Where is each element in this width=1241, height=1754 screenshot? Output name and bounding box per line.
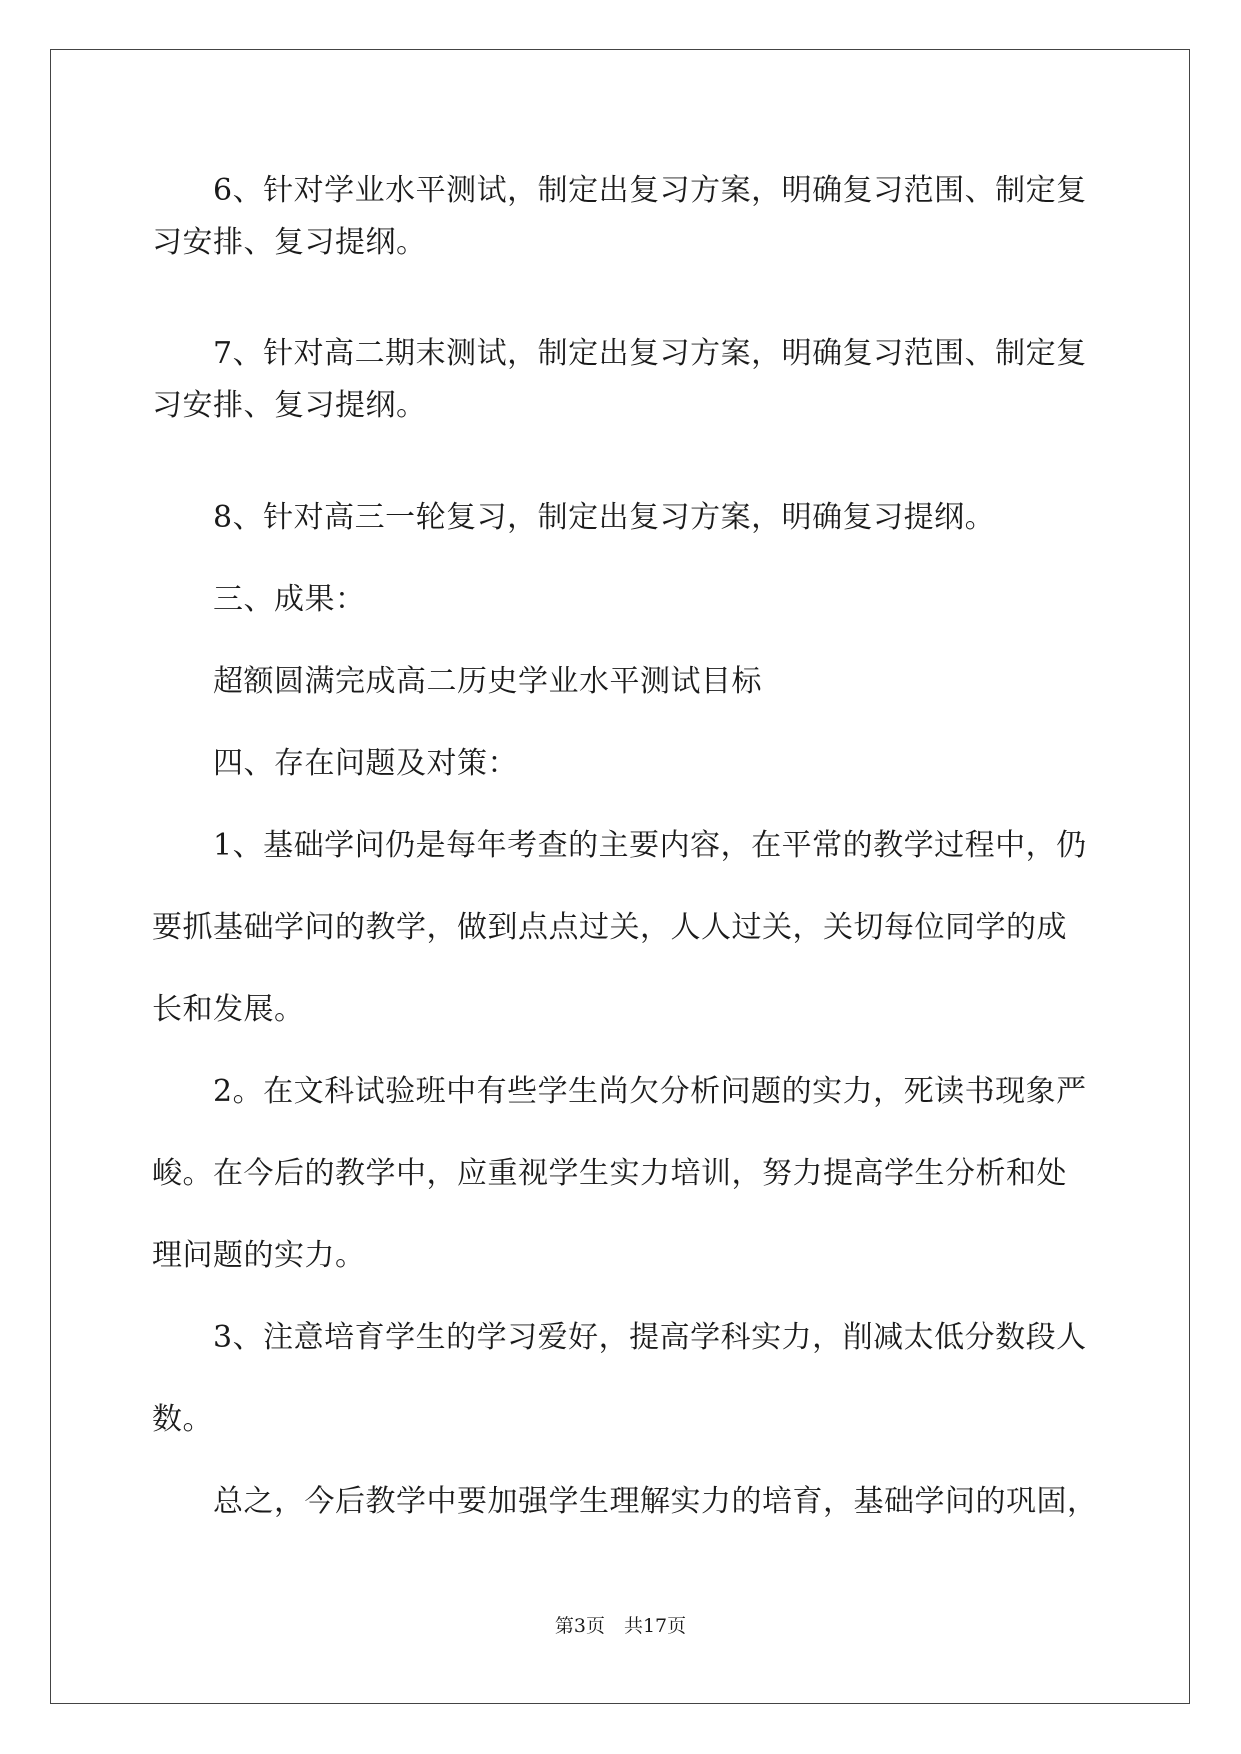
paragraph-line: 8、针对高三一轮复习，制定出复习方案，明确复习提纲。 [213, 500, 996, 535]
paragraph-line: 3、注意培育学生的学习爱好，提高学科实力，削减太低分数段人 [213, 1320, 1087, 1355]
paragraph-line: 7、针对高二期末测试，制定出复习方案，明确复习范围、制定复 [213, 336, 1087, 371]
paragraph-line: 数。 [152, 1402, 213, 1437]
paragraph-line: 总之，今后教学中要加强学生理解实力的培育，基础学问的巩固， [213, 1484, 1098, 1519]
paragraph-line: 2。在文科试验班中有些学生尚欠分析问题的实力，死读书现象严 [213, 1074, 1087, 1109]
paragraph-line: 长和发展。 [152, 992, 305, 1027]
paragraph-line: 峻。在今后的教学中，应重视学生实力培训，努力提高学生分析和处 [152, 1156, 1067, 1191]
paragraph-line: 超额圆满完成高二历史学业水平测试目标 [213, 664, 762, 699]
paragraph-line: 习安排、复习提纲。 [152, 225, 427, 260]
paragraph-line: 1、基础学问仍是每年考查的主要内容，在平常的教学过程中，仍 [213, 828, 1087, 863]
page-number-footer: 第3页 共17页 [554, 1615, 687, 1637]
page-border [50, 49, 1190, 1704]
paragraph-line: 要抓基础学问的教学，做到点点过关，人人过关，关切每位同学的成 [152, 910, 1067, 945]
section-heading: 三、成果： [213, 582, 366, 617]
section-heading: 四、存在问题及对策： [213, 746, 518, 781]
paragraph-line: 习安排、复习提纲。 [152, 388, 427, 423]
paragraph-line: 6、针对学业水平测试，制定出复习方案，明确复习范围、制定复 [213, 173, 1087, 208]
paragraph-line: 理问题的实力。 [152, 1238, 366, 1273]
